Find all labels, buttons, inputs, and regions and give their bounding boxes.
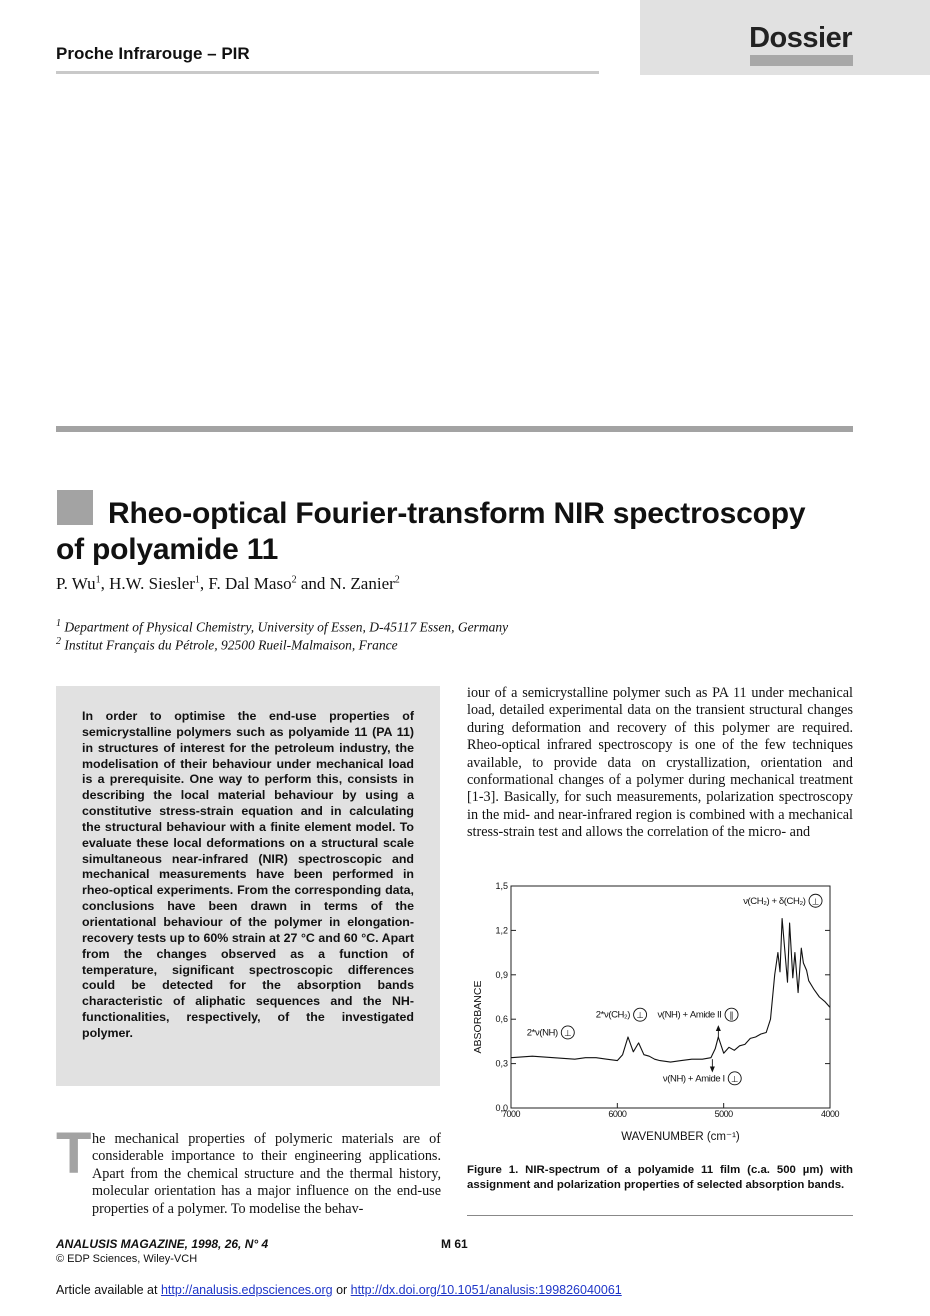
- polarization-symbol: ∥: [729, 1010, 734, 1021]
- dossier-label: Dossier: [749, 22, 852, 54]
- band-annotation: 2*ν(NH): [526, 1027, 558, 1039]
- polarization-symbol: ⊥: [731, 1073, 739, 1084]
- spectrum-line: [511, 919, 830, 1063]
- author: H.W. Siesler: [109, 574, 195, 593]
- y-tick-label: 0,3: [495, 1058, 508, 1069]
- polarization-symbol: ⊥: [811, 896, 820, 907]
- footer-copyright: © EDP Sciences, Wiley-VCH: [56, 1253, 198, 1265]
- footer-journal: ANALUSIS MAGAZINE, 1998, 26, N° 4: [56, 1237, 269, 1251]
- author-affiliation-mark: 2: [394, 574, 400, 586]
- or-text: or: [336, 1283, 348, 1297]
- page-number: M 61: [441, 1237, 468, 1251]
- dossier-underline-bar: [750, 55, 853, 66]
- section-label: Proche Infrarouge – PIR: [56, 44, 250, 63]
- title-rule: [56, 426, 853, 432]
- x-tick-label: 4000: [820, 1109, 840, 1119]
- affiliation-1: [56, 618, 508, 636]
- affiliation-text: Department of Physical Chemistry, University of Essen, D-45117 Essen, Germany: [64, 619, 509, 635]
- affiliation-number: 1: [56, 618, 61, 629]
- x-tick-label: 7000: [501, 1109, 521, 1119]
- doi-link[interactable]: http://dx.doi.org/10.1051/analusis:199826040061: [350, 1283, 622, 1297]
- author-affiliation-mark: 1: [95, 574, 101, 586]
- footer-availability: [56, 1283, 622, 1297]
- abstract-text: In order to optimise the end-use properties of semicrystalline polymers such as polyamide 11 (PA 11) in structures of interest for the petroleum industry, the modelisation of their behaviour under mechanical load is a prerequisite. One way to perform this, consists in describing the local material behaviour by using a constitutive stress-strain equation and in calculating the structural behaviour with a finite element model. To evaluate these local deformations on a structural scale simultaneous near-infrared (NIR) spectroscopic and mechanical measurements have been performed in rheo-optical experiments. From the corresponding data, conclusions have been drawn in terms of the orientational behaviour of the polymer in elongation-recovery tests up to 60% strain at 27 °C and 60 °C. Apart from the changes observed as a function of temperature, significant spectroscopic differences could be detected for the absorption bands characteristic of aliphatic sequences and the NH-functionalities, respectively, of the investigated polymer.: [82, 709, 414, 1040]
- x-tick-label: 5000: [714, 1109, 733, 1119]
- y-axis-label: ABSORBANCE: [472, 980, 484, 1054]
- band-annotation: 2*ν(CH₂): [595, 1009, 631, 1021]
- available-prefix: Article available at: [56, 1283, 158, 1297]
- intro-text: he mechanical properties of polymeric materials are of considerable importance to their engineering applications. Apart from the chemical structure and the thermal history, molecular orientation has a major influence on the end-use properties of a polymer. To modelise the behav-: [92, 1131, 441, 1217]
- figure-rule: [467, 1215, 853, 1216]
- x-axis-label: WAVENUMBER (cm⁻¹): [621, 1131, 740, 1143]
- polarization-symbol: ⊥: [636, 1010, 644, 1021]
- y-tick-label: 0,0: [495, 1103, 508, 1113]
- affiliation-number: 2: [56, 636, 61, 647]
- affiliation-text: Institut Français du Pétrole, 92500 Rueil-Malmaison, France: [64, 637, 398, 653]
- y-tick-label: 0,6: [495, 1014, 508, 1025]
- band-annotation: ν(NH) + Amide II: [657, 1009, 722, 1021]
- author: N. Zanier: [329, 574, 395, 593]
- figure-caption: Figure 1. NIR-spectrum of a polyamide 11 film (c.a. 500 µm) with assignment and polarization properties of selected absorption bands.: [467, 1164, 853, 1191]
- nir-spectrum-chart: [467, 876, 853, 1146]
- journal-link[interactable]: http://analusis.edpsciences.org: [160, 1283, 333, 1297]
- author: P. Wu: [56, 574, 96, 593]
- band-arrow-head: [710, 1067, 715, 1073]
- y-tick-label: 1,2: [495, 925, 508, 936]
- affiliation-2: [56, 636, 398, 654]
- polarization-symbol: ⊥: [564, 1027, 572, 1038]
- y-tick-label: 1,5: [495, 881, 508, 891]
- author-affiliation-mark: 2: [291, 574, 297, 586]
- band-arrow-head: [716, 1025, 721, 1031]
- band-annotation: ν(CH₂) + δ(CH₂): [743, 895, 806, 907]
- band-annotation: ν(NH) + Amide I: [662, 1073, 725, 1085]
- intro-paragraph: [56, 1121, 441, 1218]
- author-affiliation-mark: 1: [194, 574, 200, 586]
- y-tick-label: 0,9: [495, 969, 508, 980]
- article-title: Rheo-optical Fourier-transform NIR spectroscopy of polyamide 11: [56, 497, 806, 566]
- author-list: P. Wu$^1$, H.W. Siesler$^1$, F. Dal Maso$^2$ and N. Zanier$^2$: [56, 574, 400, 593]
- header-rule: [56, 71, 599, 74]
- x-tick-label: 6000: [608, 1109, 627, 1119]
- author: F. Dal Maso: [208, 574, 292, 593]
- body-text-right-column: iour of a semicrystalline polymer such as PA 11 under mechanical load, detailed experimental data on the transient structural changes during deformation and recovery of this polymer are required. Rheo-optical infrared spectroscopy is one of the few techniques available, to provide data on crystallization, orientation and conformational changes of a polymer during mechanical treatment [1-3]. Basically, for such measurements, polarization spectroscopy in the mid- and near-infrared region is combined with a mechanical stress-strain test and allows the correlation of the micro- and: [467, 685, 853, 841]
- intro-dropcap: T: [56, 1121, 92, 1186]
